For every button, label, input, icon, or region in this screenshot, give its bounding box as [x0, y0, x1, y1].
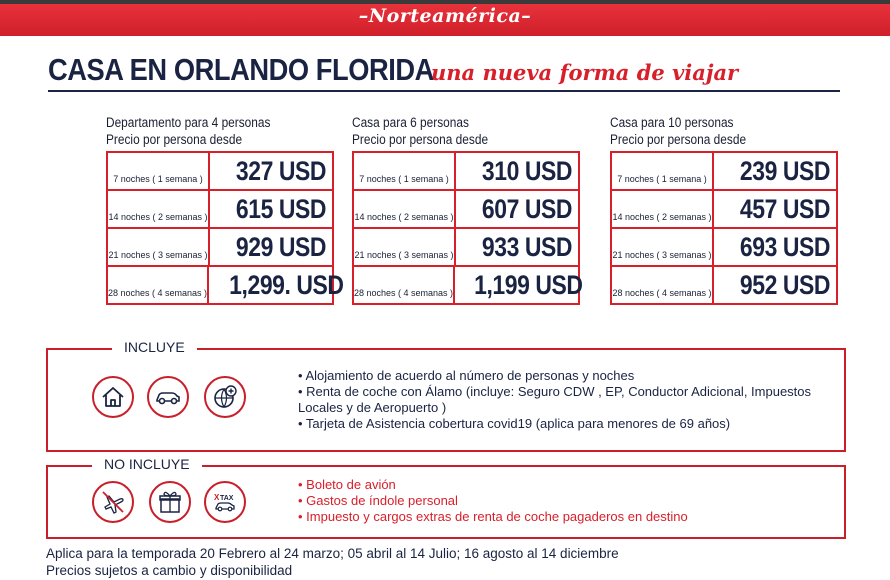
nights-label: 28 noches ( 4 semanas ) [612, 267, 714, 303]
medical-globe-icon [204, 376, 246, 418]
includes-title: INCLUYE [112, 339, 197, 355]
price-table [610, 151, 838, 305]
region-title: –Norteamérica– [358, 5, 532, 27]
table-row [108, 189, 332, 227]
excludes-box [46, 456, 846, 539]
list-item: • Gastos de índole personal [298, 493, 458, 508]
no-flight-icon [92, 481, 134, 523]
nights-label: 7 noches ( 1 semana ) [108, 153, 210, 189]
price-table [352, 151, 583, 305]
svg-text:TAX: TAX [220, 495, 234, 502]
nights-label: 21 noches ( 3 semanas ) [354, 229, 456, 265]
title-divider [48, 90, 840, 92]
price-value: 929 USD [235, 231, 326, 262]
table-row [108, 153, 332, 189]
excludes-list [298, 477, 688, 525]
price-table [106, 151, 344, 305]
price-value: 310 USD [481, 155, 572, 186]
package-house-6 [352, 114, 583, 305]
house-icon [92, 376, 134, 418]
package-house-10 [610, 114, 838, 305]
page-title: CASA EN ORLANDO FLORIDA [48, 52, 434, 87]
page-title-row [48, 52, 848, 88]
disclaimer-note: Precios sujetos a cambio y disponibilidad [46, 563, 293, 578]
gift-icon [149, 481, 191, 523]
package-type: Departamento para 4 personas [106, 115, 271, 130]
table-row [612, 265, 836, 303]
nights-label: 28 noches ( 4 semanas ) [108, 267, 209, 303]
table-row [108, 227, 332, 265]
table-row [612, 153, 836, 189]
package-type: Casa para 10 personas [610, 115, 734, 130]
nights-label: 7 noches ( 1 semana ) [354, 153, 456, 189]
includes-list [298, 368, 811, 432]
table-row [354, 153, 578, 189]
table-row [612, 227, 836, 265]
package-apartment-4 [106, 114, 344, 305]
list-item: • Alojamiento de acuerdo al número de personas y noches [298, 368, 635, 383]
price-value: 457 USD [739, 193, 830, 224]
nights-label: 28 noches ( 4 semanas ) [354, 267, 455, 303]
svg-text:X: X [214, 493, 220, 502]
list-item: • Impuesto y cargos extras de renta de coche pagaderos en destino [298, 509, 688, 524]
car-icon [147, 376, 189, 418]
table-row [354, 227, 578, 265]
price-value: 327 USD [235, 155, 326, 186]
price-value: 1,299. USD [229, 269, 344, 300]
footer-notes [46, 545, 619, 579]
price-value: 952 USD [739, 269, 830, 300]
package-subtitle: Precio por persona desde [352, 132, 489, 147]
price-value: 239 USD [739, 155, 830, 186]
price-value: 615 USD [235, 193, 326, 224]
list-item: Locales y de Aeropuerto ) [298, 400, 447, 415]
package-type: Casa para 6 personas [352, 115, 469, 130]
table-row [354, 265, 583, 303]
list-item: • Renta de coche con Álamo (incluye: Seguro CDW , EP, Conductor Adicional, Impuestos [298, 384, 812, 399]
table-row [108, 265, 344, 303]
package-subtitle: Precio por persona desde [610, 132, 747, 147]
excludes-title: NO INCLUYE [92, 456, 202, 472]
tax-car-icon [204, 481, 246, 523]
price-value: 933 USD [481, 231, 572, 262]
list-item: • Tarjeta de Asistencia cobertura covid19 (aplica para menores de 69 años) [298, 416, 731, 431]
nights-label: 14 noches ( 2 semanas ) [354, 191, 456, 227]
price-value: 607 USD [481, 193, 572, 224]
price-value: 693 USD [739, 231, 830, 262]
header-banner [0, 0, 890, 36]
list-item: • Boleto de avión [298, 477, 396, 492]
nights-label: 21 noches ( 3 semanas ) [108, 229, 210, 265]
nights-label: 14 noches ( 2 semanas ) [612, 191, 714, 227]
table-row [612, 189, 836, 227]
page-tagline: una nueva forma de viajar [431, 60, 739, 85]
price-value: 1,199 USD [474, 269, 583, 300]
nights-label: 14 noches ( 2 semanas ) [108, 191, 210, 227]
season-note: Aplica para la temporada 20 Febrero al 24 marzo; 05 abril al 14 Julio; 16 agosto al 14 diciembre [46, 546, 619, 561]
package-subtitle: Precio por persona desde [106, 132, 243, 147]
includes-box [46, 339, 846, 452]
nights-label: 21 noches ( 3 semanas ) [612, 229, 714, 265]
table-row [354, 189, 578, 227]
nights-label: 7 noches ( 1 semana ) [612, 153, 714, 189]
